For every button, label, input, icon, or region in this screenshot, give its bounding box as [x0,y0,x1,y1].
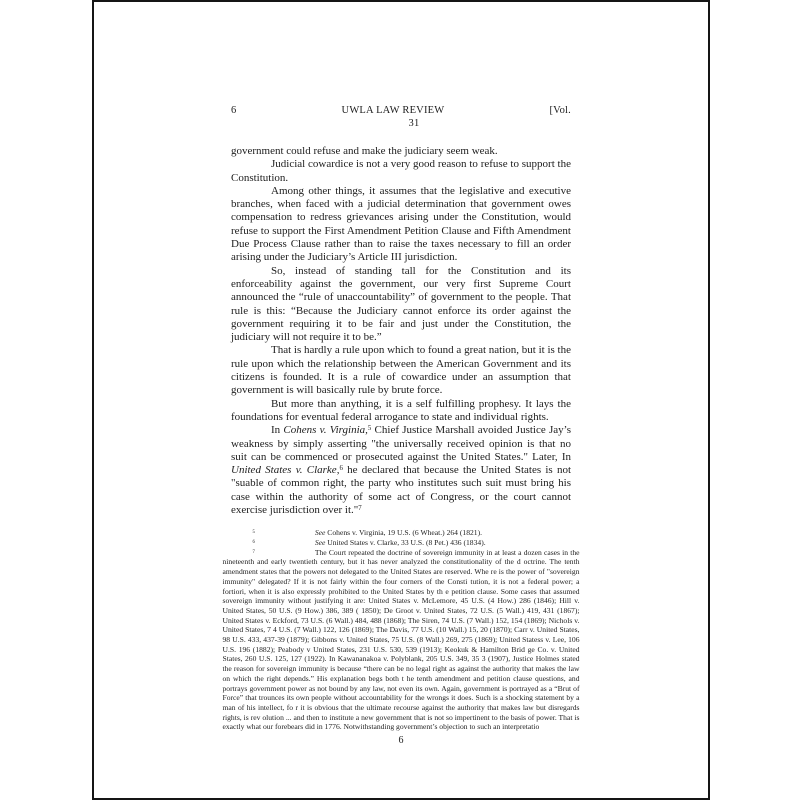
page-frame [92,0,710,800]
volume-number: 31 [408,118,420,129]
body-paragraph: In Cohens v. Virginia,$^5$ Chief Justice Marshall avoided Justice Jay’s weakness by simply asserting "the universally received opinion is that no suit can be commenced or prosecuted against the United States." Later, In United States v. Clarke,$^6$ he declared that because the United States is not "suable of common right, the party who institutes such suit must bring his case within the authority of some act of Congress, or the court cannot exercise jurisdiction over it."$^7$ [231,424,572,517]
footnote-ref: 7 [358,504,362,512]
footnote: $^7$ The Court repeated the doctrine of sovereign immunity in at least a dozen cases in the nineteenth and early twentieth century, but it has never analyzed the constitutionality of the d octrine. The tenth amendment states that the powers not delegated to the United States are reserved. Whe re is the power of "sovereign immunity" delegated? If it is not fairly within the four corners of the Consti tution, it is not a federal power; a fortiori, when it is also expressly prohibited to the United States by th e petition clause. Some cases that assumed sovereign immunity without justifying it are: United States v. McLemore, 45 U.S. (4 How.) 286 (1846); Hill v. United States, 50 U.S. (9 How.) 386, 389 ( 1850); De Groot v. United States, 72 U.S. (5 Wall.) 419, 431 (1867); United States v. Eckford, 73 U.S. (6 Wall.) 484, 488 (1868); The Siren, 74 U.S. (7 Wall.) 152, 154 (1869); Nichols v. United States, 7 4 U.S. (7 Wall.) 122, 126 (1869); The Davis, 77 U.S. (10 Wall.) 15, 20 (1870); Carr v. United States, 98 U.S. 433, 437-39 (1879); Gibbons v. United States, 75 U.S. (8 Wall.) 269, 275 (1869); United Statess v. Lee, 106 U.S. 196 (1882); Peabody v United States, 231 U.S. 530, 539 (1913); Keokuk & Hamilton Brid ge Co. v. United States, 260 U.S. 125, 127 (1922). In Kawananakoa v. Polyblank, 205 U.S. 349, 35 3 (1907), Justice Holmes stated the reason for sovereign immunity is because “there can be no legal right as against the authority that makes the law on which the right depends.” His explanation begs both t he tenth amendment and petition clause questions, and portrays government power as not bound by any law, not even its own. Again, government is portrayed as a “Brut of Force” that trounces its own people without accountability for the wrongs it does. Such is a shocking statement by a man of his intellect, fo r it is obvious that the ultimate recourse against the authority that makes law but disregards rights, is rev olution ... and then to institute a new government that is not so impertinent to the basis of power. That is exactly what our forebears did in 1776. Notwithstanding government’s objection to such an interpretatio [222,547,580,732]
page-footer [94,735,708,747]
page-header [231,104,571,130]
body-paragraph: So, instead of standing tall for the Constitution and its enforceability against the government, our very first Supreme Court announced the “rule of unaccountability” of government to the people. That rule is this: “Because the Judiciary cannot enforce its order against the government requiring it to be fair and just under the Constitution, the judiciary will not require it to be.” [231,264,571,344]
header-page-number: 6 [231,105,237,116]
footnote-ref: 6 [339,465,343,473]
header-row [231,104,571,117]
footnote: $^6$ See United States v. Clarke, 33 U.S. (8 Pet.) 436 (1834). [252,538,486,548]
footnote-ref: 5 [367,425,372,433]
body-text [231,145,571,517]
body-paragraph: Among other things, it assumes that the legislative and executive branches, when faced with a judicial determination that government owes compensation to redress grievances arising under the Constitution, would refuse to support the First Amendment Petition Clause and Fifth Amendment Due Process Clause rather than to raise the taxes necessary to fill an order arising under the Judiciary’s Article III jurisdiction. [231,184,571,264]
journal-title: UWLA LAW REVIEW [341,105,445,116]
body-paragraph: But more than anything, it is a self fulfilling prophesy. It lays the foundations for eventual federal arrogance to state and individual rights. [231,397,571,423]
footnote-number: 5 [252,530,255,536]
footnote-number: 7 [252,549,255,555]
footnote-number: 6 [252,539,255,545]
footer-page-number: 6 [398,735,404,747]
footnote: $^5$ See Cohens v. Virginia, 19 U.S. (6 Wheat.) 264 (1821). [252,528,483,538]
volume-label: [Vol. [549,105,571,116]
volume-number-row [231,117,571,130]
body-paragraph: That is hardly a rule upon which to found a great nation, but it is the rule upon which the relationship between the American Government and its citizens is founded. It is a rule of cowardice under an assumption that government is will basically rule by brute force. [231,344,571,397]
body-paragraph: government could refuse and make the judiciary seem weak. [231,145,498,157]
body-paragraph: Judicial cowardice is not a very good reason to refuse to support the Constitution. [231,158,571,184]
footnotes [223,528,580,732]
